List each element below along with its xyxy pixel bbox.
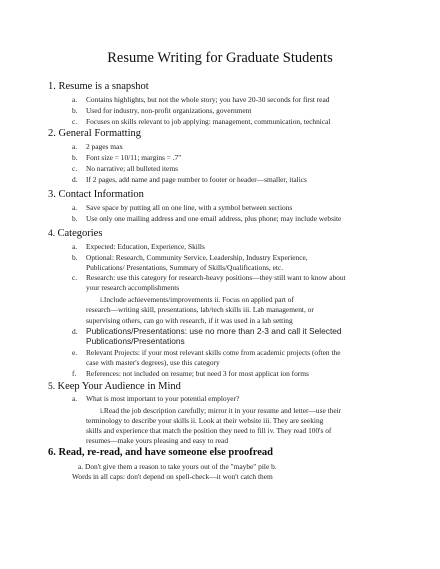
- section-heading: [48, 128, 141, 139]
- item-marker: c.: [72, 117, 78, 126]
- section-heading: [48, 381, 181, 392]
- section-title: Read, re-read, and have someone else proofread: [58, 447, 273, 458]
- item-marker: a.: [72, 142, 78, 151]
- item-text: Font size = 10/11; margins = .7": [86, 153, 182, 162]
- item-continuation: case with master's degrees), use this category: [86, 358, 220, 367]
- section-heading: [48, 447, 273, 458]
- item-marker: b.: [72, 106, 78, 115]
- item-text: Focuses on skills relevant to job applying: management, communication, technical: [86, 117, 331, 126]
- list-item: [72, 117, 330, 126]
- list-item: [72, 214, 341, 223]
- section-heading: [48, 228, 102, 239]
- item-marker: a.: [72, 203, 78, 212]
- item-marker: a.: [72, 242, 78, 251]
- item-text: Save space by putting all on one line, with a symbol between sections: [86, 203, 293, 212]
- list-item: [72, 95, 329, 104]
- item-marker: c.: [72, 273, 78, 282]
- list-item: [72, 153, 181, 162]
- sub-item: i.Read the job description carefully; mirror it in your resume and letter—use their: [100, 406, 342, 415]
- list-item: [72, 106, 251, 115]
- item-continuation: Publications/ Presentations, Summary of Skills/Qualifications, etc.: [86, 263, 284, 272]
- item-text: What is most important to your potential employer?: [86, 394, 240, 403]
- item-marker: d.: [72, 327, 78, 336]
- section-title: General Formatting: [58, 128, 142, 139]
- item-marker: b.: [72, 214, 78, 223]
- section-title: Resume is a snapshot: [58, 81, 149, 92]
- list-item: [72, 203, 292, 212]
- list-item: [72, 242, 205, 251]
- section-title: Keep Your Audience in Mind: [57, 381, 181, 392]
- item-continuation: your research accomplishments: [86, 283, 180, 292]
- list-item: [72, 164, 178, 173]
- item-marker: e.: [72, 348, 78, 357]
- list-item: [72, 253, 308, 262]
- item-text: 2 pages max: [86, 142, 123, 151]
- item-continuation: research—writing skill, presentations, lab/tech skills iii. Lab management, or: [86, 305, 314, 314]
- item-marker: a.: [72, 394, 78, 403]
- item-marker: f.: [72, 369, 77, 378]
- item-text: Contains highlights, but not the whole story; you have 20-30 seconds for first read: [86, 95, 330, 104]
- list-item: [72, 175, 307, 184]
- list-item: [72, 142, 123, 151]
- item-marker: b.: [72, 153, 78, 162]
- list-item: [72, 273, 346, 282]
- list-item: a. Don't give them a reason to take yours out of the "maybe" pile b.: [78, 462, 277, 471]
- section-number: 6.: [48, 447, 56, 458]
- section-number: 3.: [48, 189, 56, 200]
- list-item: [72, 369, 309, 378]
- item-text: Use only one mailing address and one email address, plus phone; may include website: [86, 214, 342, 223]
- item-continuation: Publications/Presentations: [86, 336, 185, 346]
- section-title: Contact Information: [58, 189, 144, 200]
- section-number: 4.: [48, 229, 56, 239]
- list-item: Words in all caps: don't depend on spell-check—it won't catch them: [72, 472, 273, 481]
- item-text: Expected: Education, Experience, Skills: [86, 242, 205, 251]
- list-item: [72, 326, 342, 336]
- item-continuation: resumes—make yours pleasing and easy to read: [86, 436, 229, 445]
- item-marker: d.: [72, 175, 78, 184]
- item-text: No narrative; all bulleted items: [86, 164, 178, 173]
- section-number: 5.: [48, 382, 56, 392]
- item-continuation: supervising others, can go with research, if it was used in a lab setting: [86, 316, 293, 325]
- list-item: [72, 348, 341, 357]
- section-heading: [48, 81, 149, 92]
- section-number: 1.: [48, 81, 56, 92]
- item-continuation: skills and experience that match the position they need to fill iv. They read 100's of: [86, 426, 332, 435]
- item-marker: c.: [72, 164, 78, 173]
- item-text: References: not included on resume; but need 3 for most applicat ion forms: [86, 369, 309, 378]
- document-title: Resume Writing for Graduate Students: [107, 50, 333, 66]
- item-text: Relevant Projects: if your most relevant skills come from academic projects (often the: [86, 348, 341, 357]
- list-item: [72, 394, 239, 403]
- item-marker: b.: [72, 253, 78, 262]
- item-marker: a.: [72, 95, 78, 104]
- item-text: Publications/Presentations: use no more than 2-3 and call it Selected: [86, 326, 342, 336]
- section-heading: [48, 189, 144, 200]
- sub-item: i.Include achievements/improvements ii. Focus on applied part of: [100, 295, 294, 304]
- item-text: Used for industry, non-profit organizations, government: [86, 106, 252, 115]
- item-text: Optional: Research, Community Service, Leadership, Industry Experience,: [86, 253, 308, 262]
- item-text: Research: use this category for research-heavy positions—they still want to know about: [86, 273, 346, 282]
- section-title: Categories: [57, 228, 103, 239]
- section-number: 2.: [48, 128, 56, 139]
- item-text: If 2 pages, add name and page number to footer or header—smaller, italics: [86, 175, 307, 184]
- item-continuation: terminology to describe your skills ii. Look at their website iii. They are seeking: [86, 416, 324, 425]
